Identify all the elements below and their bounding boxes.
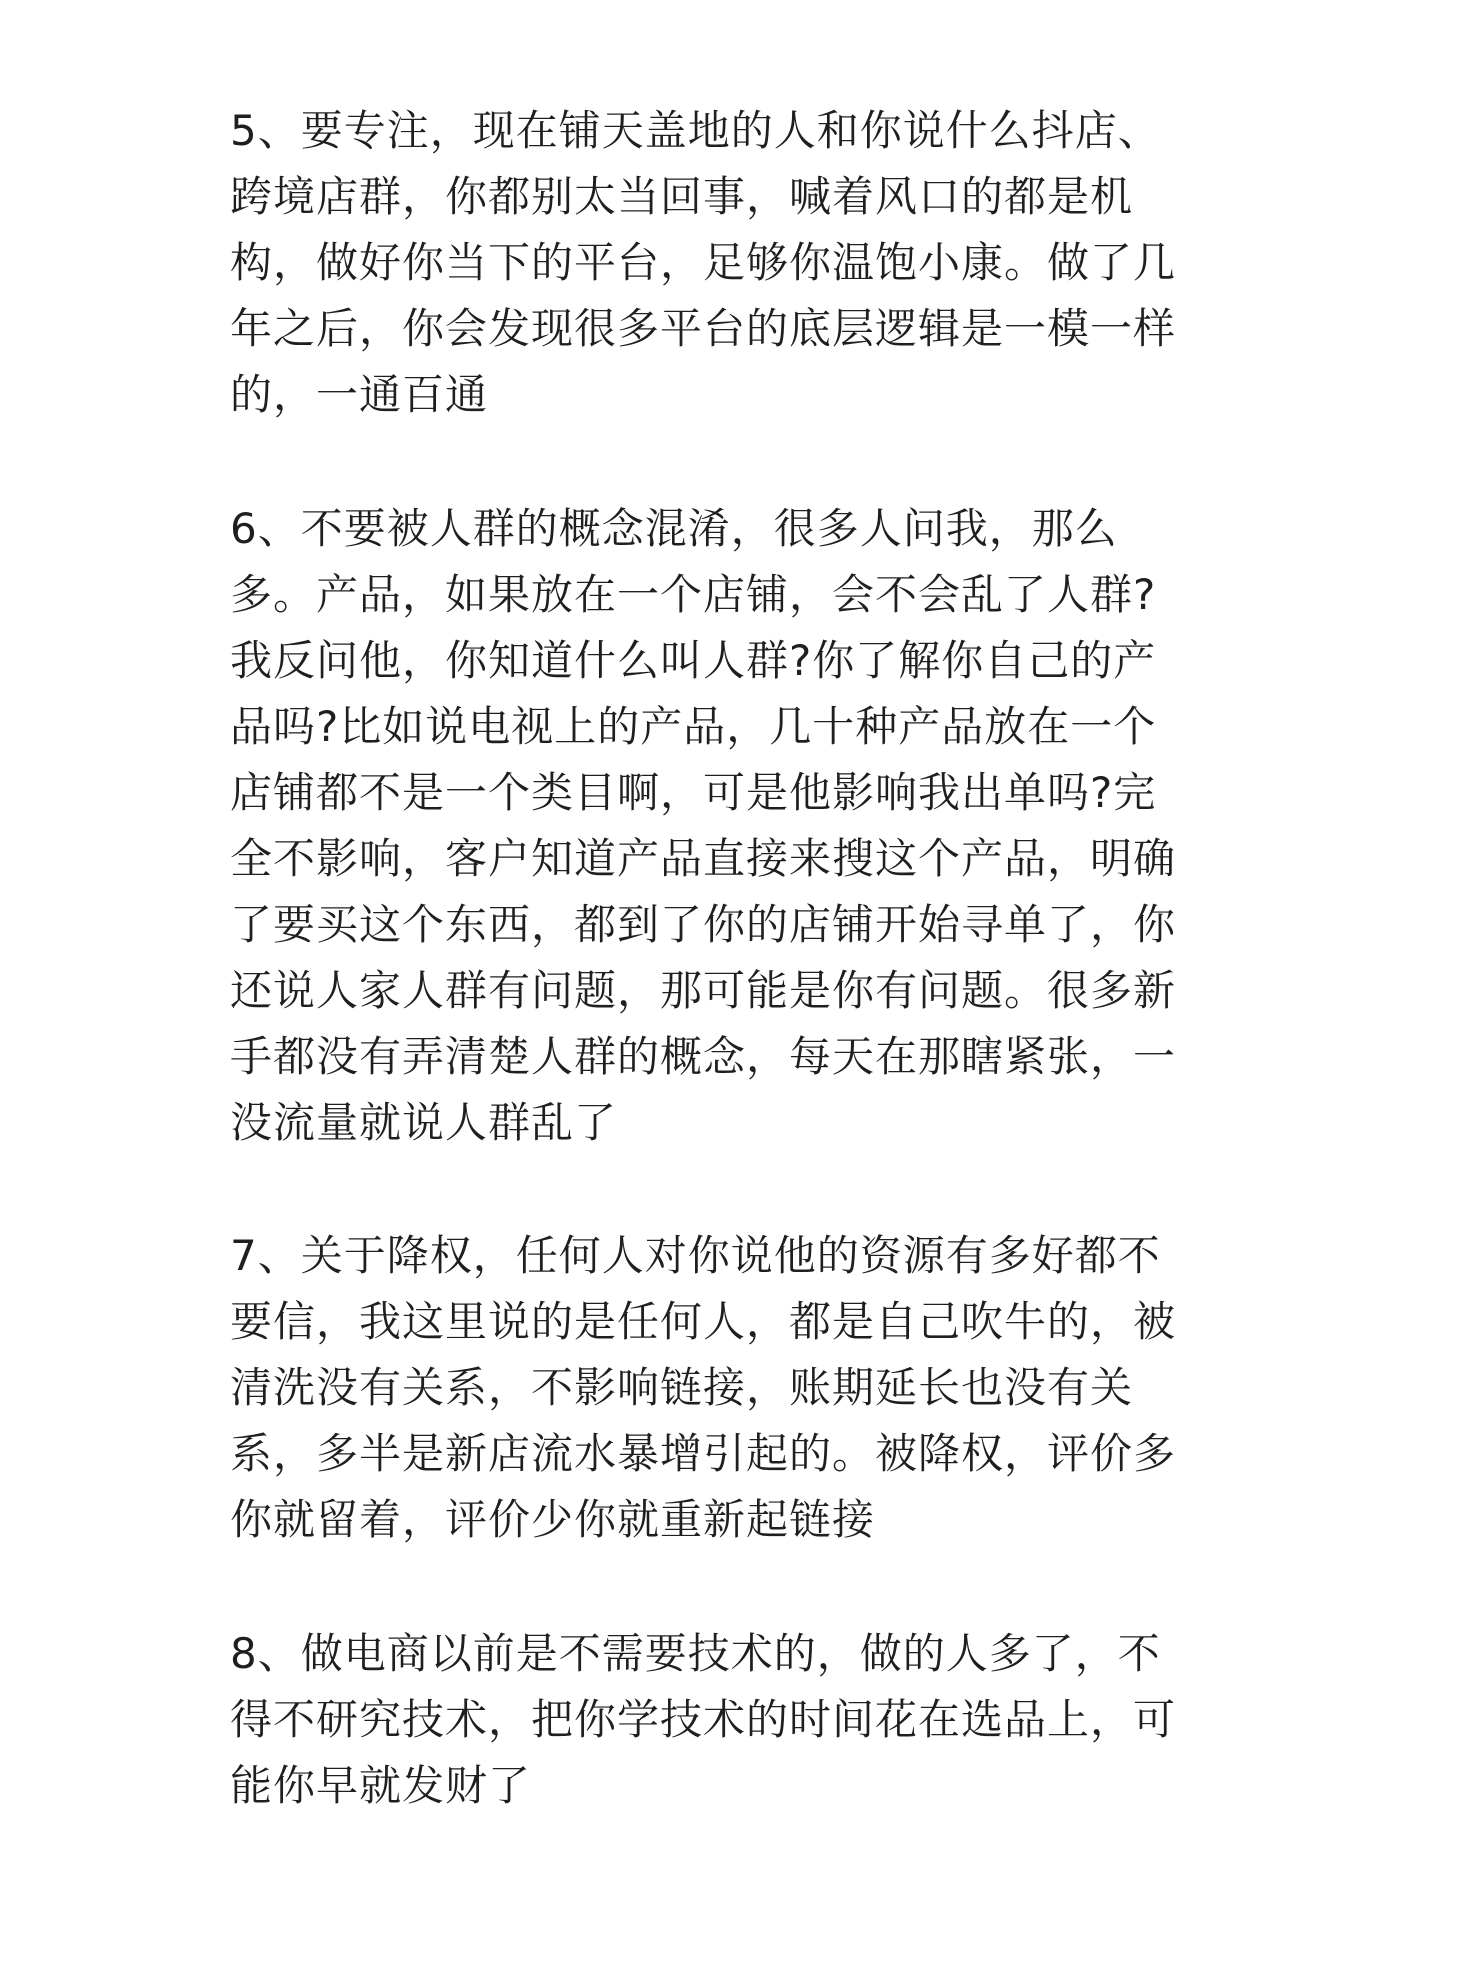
text-line: 店铺都不是一个类目啊，可是他影响我出单吗?完	[230, 768, 1157, 817]
text-line: 全不影响，客户知道产品直接来搜这个产品，明确	[230, 834, 1177, 883]
text-line: 系，多半是新店流水暴增引起的。被降权，评价多	[230, 1429, 1177, 1478]
text-line: 没流量就说人群乱了	[230, 1098, 618, 1147]
text-line: 能你早就发财了	[230, 1761, 532, 1810]
text-line: 5、要专注，现在铺天盖地的人和你说什么抖店、	[230, 106, 1161, 155]
text-line: 你就留着，评价少你就重新起链接	[230, 1495, 876, 1544]
text-line: 多。产品，如果放在一个店铺，会不会乱了人群?	[230, 570, 1157, 619]
text-line: 清洗没有关系，不影响链接，账期延长也没有关	[230, 1363, 1134, 1412]
text-line: 还说人家人群有问题，那可能是你有问题。很多新	[230, 966, 1177, 1015]
text-line: 了要买这个东西，都到了你的店铺开始寻单了，你	[230, 900, 1177, 949]
text-line: 要信，我这里说的是任何人，都是自己吹牛的，被	[230, 1297, 1177, 1346]
text-line: 7、关于降权，任何人对你说他的资源有多好都不	[230, 1231, 1161, 1280]
text-line: 品吗?比如说电视上的产品，几十种产品放在一个	[230, 702, 1157, 751]
text-line: 6、不要被人群的概念混淆，很多人问我，那么	[230, 504, 1118, 553]
text-line: 手都没有弄清楚人群的概念，每天在那瞎紧张，一	[230, 1032, 1177, 1081]
text-line: 8、做电商以前是不需要技术的，做的人多了，不	[230, 1629, 1161, 1678]
text-line: 的，一通百通	[230, 370, 489, 419]
text-line: 构，做好你当下的平台，足够你温饱小康。做了几	[230, 238, 1177, 287]
text-line: 我反问他，你知道什么叫人群?你了解你自己的产	[230, 636, 1157, 685]
text-line: 得不研究技术，把你学技术的时间花在选品上，可	[230, 1695, 1177, 1744]
text-line: 跨境店群，你都别太当回事，喊着风口的都是机	[230, 172, 1134, 221]
text-line: 年之后，你会发现很多平台的底层逻辑是一模一样	[230, 304, 1177, 353]
